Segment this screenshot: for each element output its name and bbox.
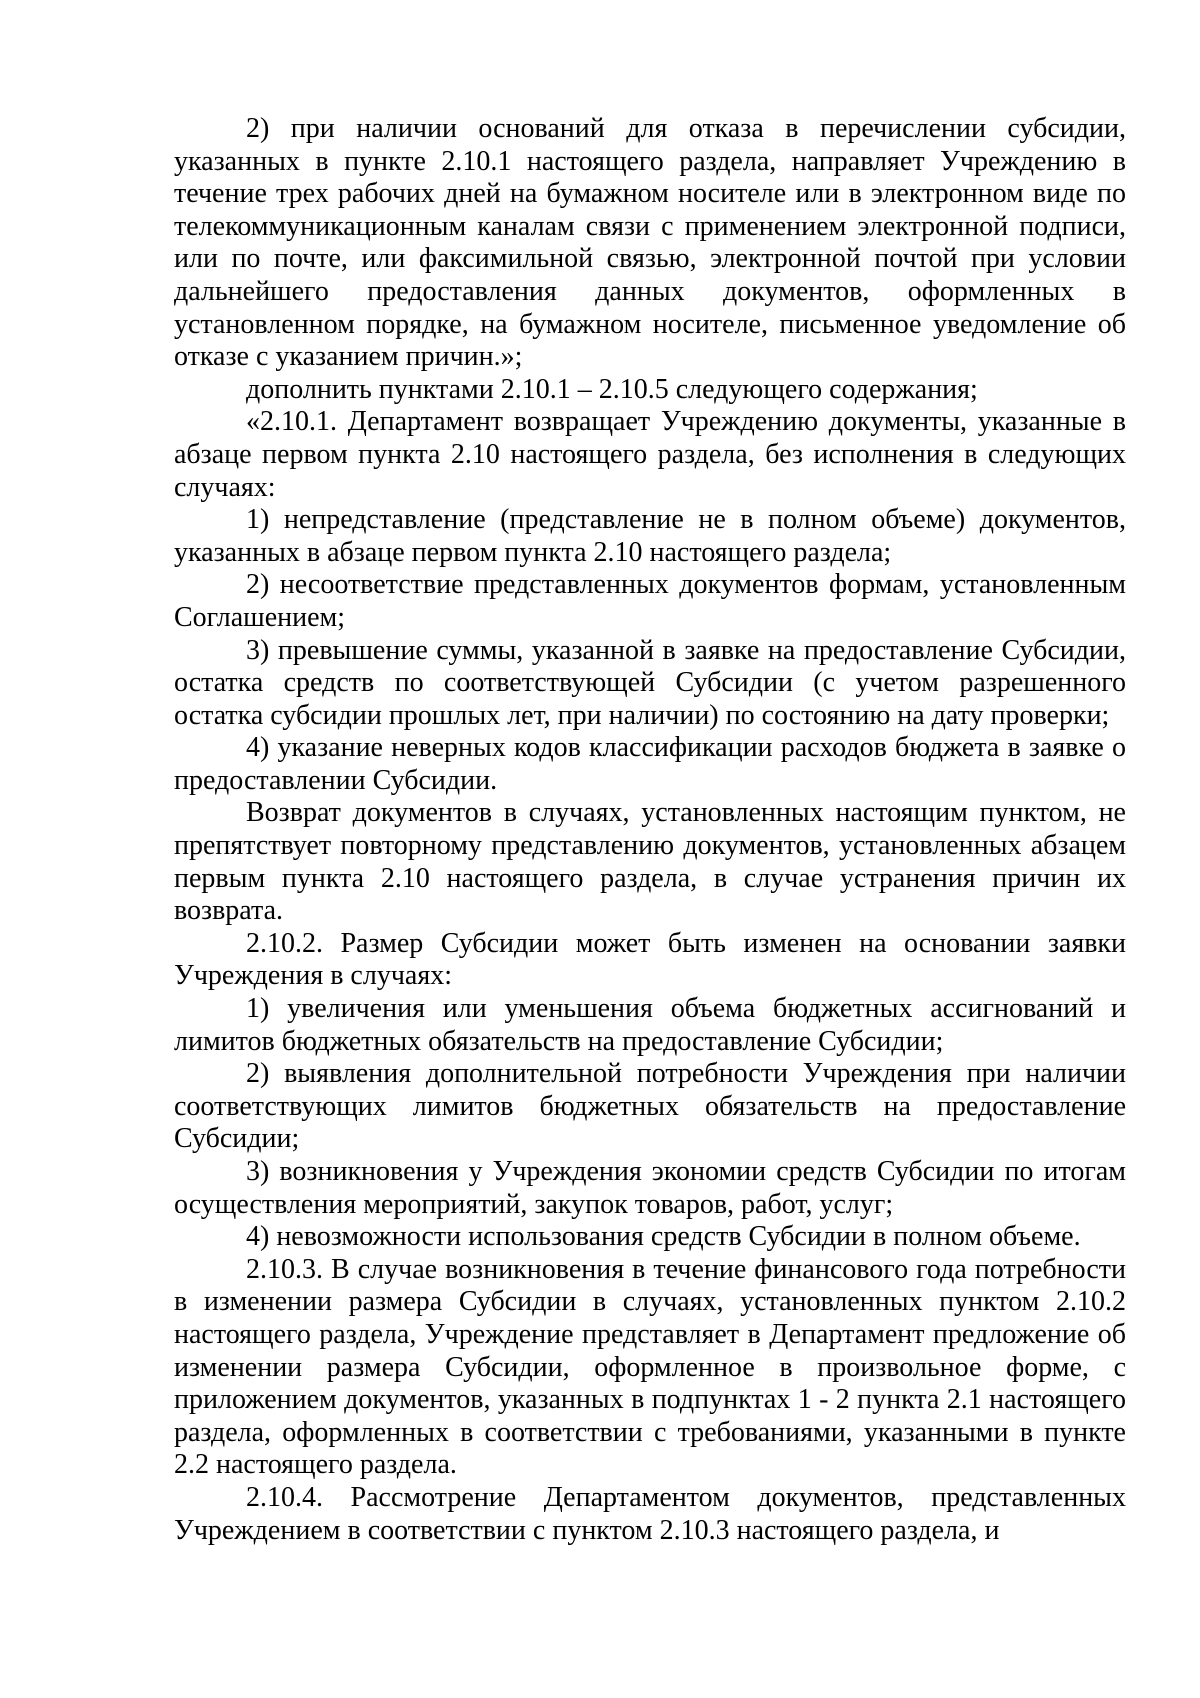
paragraph-2-10-2-item-3: 3) возникновения у Учреждения экономии средств Субсидии по итогам осуществления мероприятий, закупок товаров, работ, услуг; (174, 1156, 1126, 1220)
paragraph-document-return: Возврат документов в случаях, установленных настоящим пунктом, не препятствует повторному представлению документов, установленных абзацем первым пункта 2.10 настоящего раздела, в случае устранения причин их возврата. (174, 797, 1126, 927)
document-body (174, 113, 1126, 1547)
paragraph-2-10-4: 2.10.4. Рассмотрение Департаментом документов, представленных Учреждением в соответствии с пунктом 2.10.3 настоящего раздела, и (174, 1481, 1126, 1546)
paragraph-2-10-2-item-1: 1) увеличения или уменьшения объема бюджетных ассигнований и лимитов бюджетных обязательств на предоставление Субсидии; (174, 993, 1126, 1057)
paragraph-2-10-2-item-2: 2) выявления дополнительной потребности Учреждения при наличии соответствующих лимитов бюджетных обязательств на предоставление Субсидии; (174, 1058, 1126, 1155)
paragraph-supplement-items: дополнить пунктами 2.10.1 – 2.10.5 следующего содержания; (246, 373, 978, 405)
paragraph-2-10-2: 2.10.2. Размер Субсидии может быть изменен на основании заявки Учреждения в случаях: (174, 927, 1126, 992)
paragraph-subsidy-refusal-notice: 2) при наличии оснований для отказа в перечислении субсидии, указанных в пункте 2.10.1 настоящего раздела, направляет Учреждению в течение трех рабочих дней на бумажном носителе или в электронном виде по телекоммуникационным каналам связи с применением электронной подписи, или по почте, или факсимильной связью, электронной почтой при условии дальнейшего предоставления данных документов, оформленных в установленном порядке, на бумажном носителе, письменное уведомление об отказе с указанием причин.»; (174, 113, 1126, 373)
paragraph-2-10-1-item-3: 3) превышение суммы, указанной в заявке на предоставление Субсидии, остатка средств по соответствующей Субсидии (с учетом разрешенного остатка субсидии прошлых лет, при наличии) по состоянию на дату проверки; (174, 634, 1126, 731)
paragraph-2-10-1-item-2: 2) несоответствие представленных документов формам, установленным Соглашением; (174, 569, 1126, 633)
paragraph-2-10-3: 2.10.3. В случае возникновения в течение финансового года потребности в изменении размера Субсидии в случаях, установленных пунктом 2.10.2 настоящего раздела, Учреждение представляет в Департамент предложение об изменении размера Субсидии, оформленное в произвольное форме, с приложением документов, указанных в подпунктах 1 - 2 пункта 2.1 настоящего раздела, оформленных в соответствии с требованиями, указанными в пункте 2.2 настоящего раздела. (174, 1253, 1126, 1481)
paragraph-2-10-1-item-1: 1) непредставление (представление не в полном объеме) документов, указанных в абзаце первом пункта 2.10 настоящего раздела; (174, 504, 1126, 568)
paragraph-2-10-1: «2.10.1. Департамент возвращает Учреждению документы, указанные в абзаце первом пункта 2.10 настоящего раздела, без исполнения в следующих случаях: (174, 406, 1126, 503)
paragraph-2-10-2-item-4: 4) невозможности использования средств Субсидии в полном объеме. (246, 1221, 1081, 1253)
paragraph-2-10-1-item-4: 4) указание неверных кодов классификации расходов бюджета в заявке о предоставлении Субсидии. (174, 732, 1126, 796)
